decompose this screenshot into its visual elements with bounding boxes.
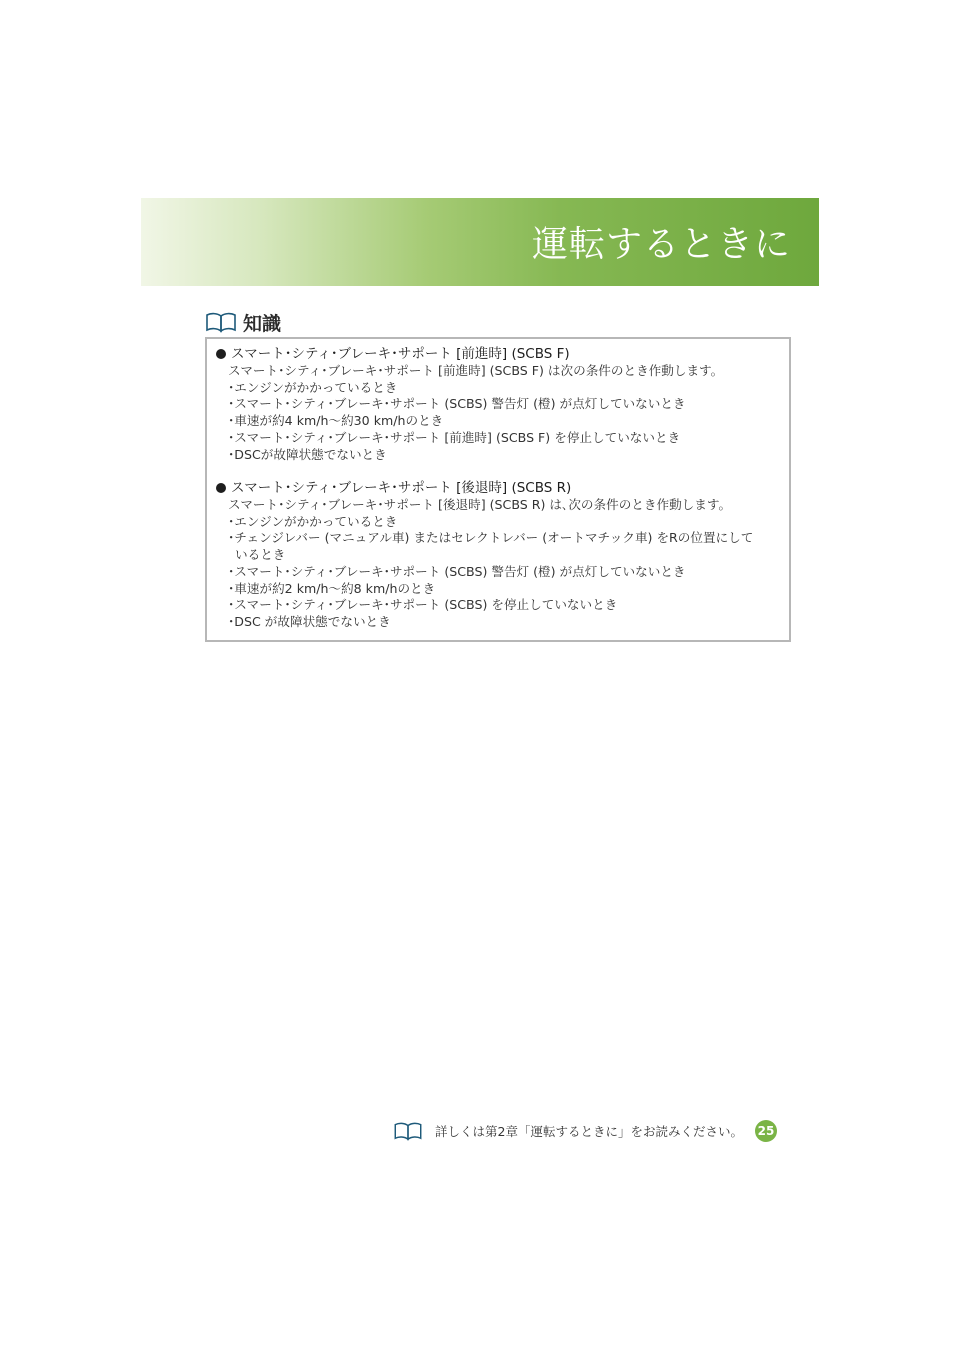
knowledge-heading	[205, 308, 281, 336]
section-line: ･車速が約4 km/h～約30 km/hのとき	[228, 413, 444, 429]
section-scbs-f	[216, 345, 786, 463]
section-line: ･スマート･シティ･ブレーキ･サポート (SCBS) 警告灯 (橙) が点灯していないとき	[228, 396, 686, 412]
section-line: ･スマート･シティ･ブレーキ･サポート [前進時] (SCBS F) を停止していないとき	[228, 429, 681, 445]
section-line: ･スマート･シティ･ブレーキ･サポート (SCBS) を停止していないとき	[228, 597, 618, 613]
bullet-icon	[216, 483, 226, 493]
book-icon	[205, 311, 237, 333]
section-line: ･DSC が故障状態でないとき	[228, 613, 391, 629]
section-title	[216, 479, 786, 497]
chapter-title: 運転するときに	[531, 224, 791, 265]
footer-text: 詳しくは第2章「運転するときに」をお読みください。	[435, 1124, 743, 1139]
chapter-banner	[141, 198, 819, 286]
book-icon	[393, 1121, 423, 1141]
section-title-text: スマート･シティ･ブレーキ･サポート [前進時] (SCBS F)	[231, 346, 570, 362]
bullet-icon	[216, 349, 226, 359]
section-line: ･車速が約2 km/h～約8 km/hのとき	[228, 580, 436, 596]
section-line: ･エンジンがかかっているとき	[228, 513, 398, 529]
section-line: ･エンジンがかかっているとき	[228, 379, 398, 395]
section-line: いるとき	[235, 547, 286, 563]
page-number-badge: 25	[755, 1120, 777, 1142]
section-line: スマート･シティ･ブレーキ･サポート [後退時] (SCBS R) は､次の条件のとき作動します。	[228, 497, 732, 512]
section-line: ･チェンジレバー (マニュアル車) またはセレクトレバー (オートマチック車) をRの位置にして	[228, 530, 754, 546]
section-line: スマート･シティ･ブレーキ･サポート [前進時] (SCBS F) は次の条件のとき作動します。	[228, 363, 724, 378]
info-box	[205, 337, 791, 642]
section-scbs-r	[216, 479, 786, 631]
section-title	[216, 345, 786, 363]
knowledge-label: 知識	[243, 312, 282, 335]
section-line: ･スマート･シティ･ブレーキ･サポート (SCBS) 警告灯 (橙) が点灯していないとき	[228, 563, 686, 579]
section-title-text: スマート･シティ･ブレーキ･サポート [後退時] (SCBS R)	[231, 480, 572, 496]
footer-reference	[393, 1117, 803, 1145]
section-line: ･DSCが故障状態でないとき	[228, 446, 387, 462]
